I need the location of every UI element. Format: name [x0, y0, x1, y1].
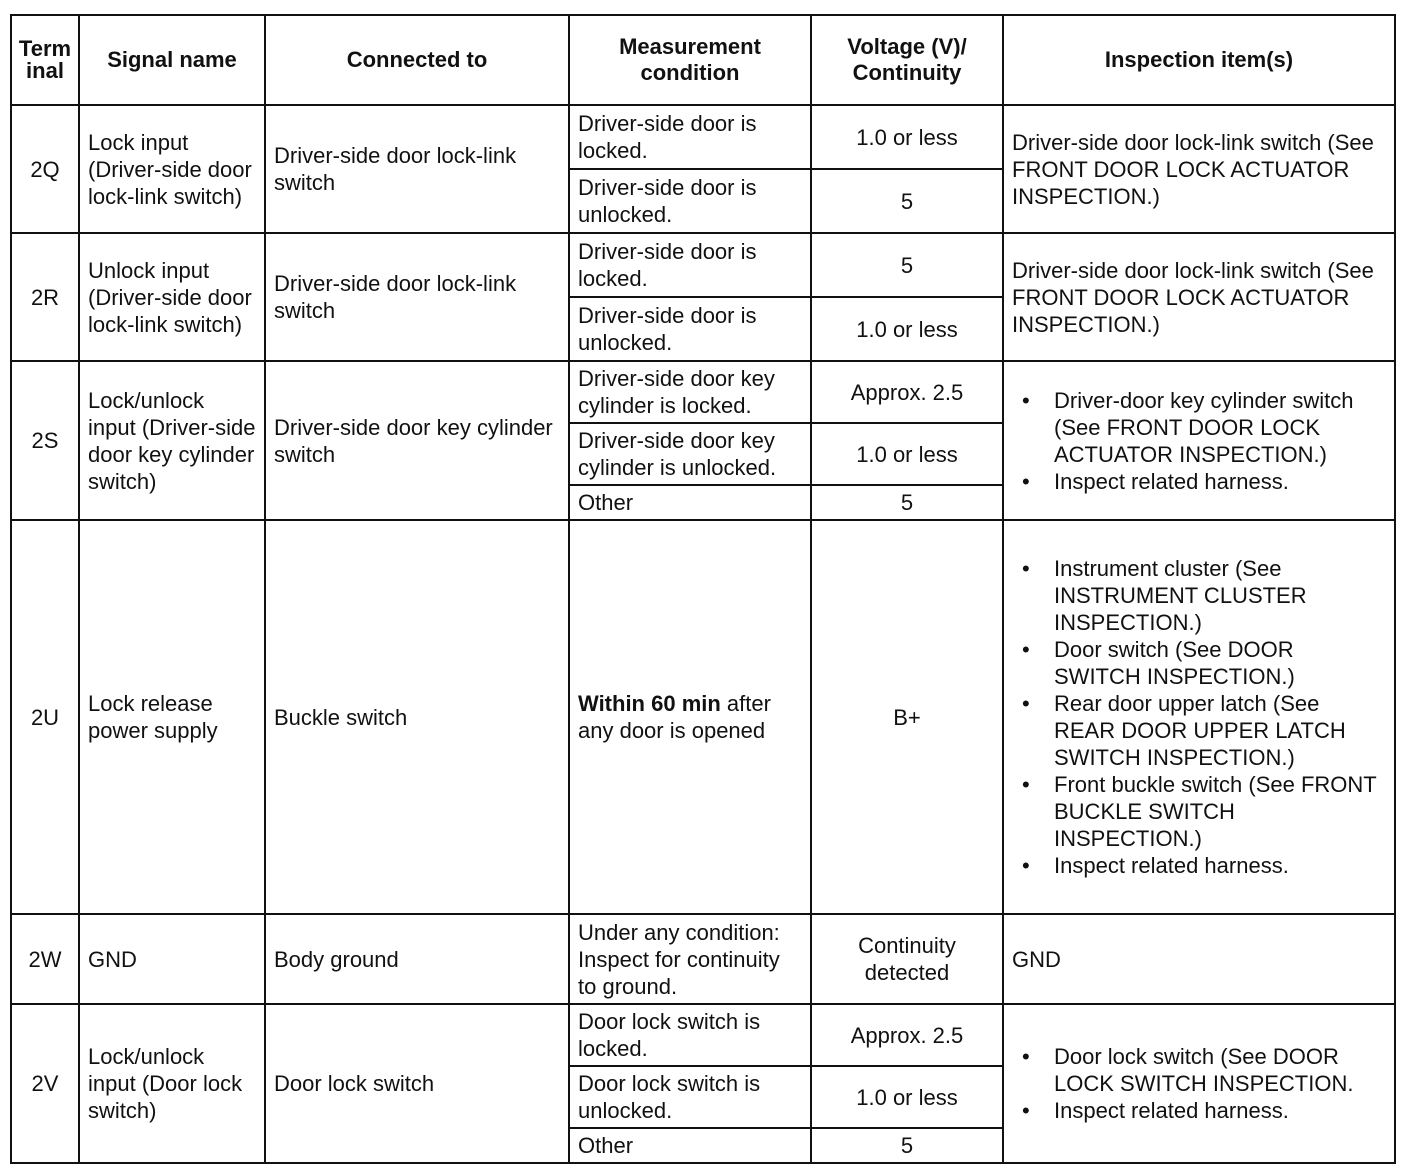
- condition-text: after any door is opened: [578, 691, 771, 743]
- condition-cell: Under any condition: Inspect for continuity to ground.: [569, 914, 811, 1004]
- table-row-2u: [11, 520, 1395, 914]
- header-inspection: Inspection item(s): [1003, 15, 1395, 105]
- signal-name-cell: Lock release power supply: [79, 520, 265, 914]
- header-signal-name: Signal name: [79, 15, 265, 105]
- header-terminal: Terminal: [11, 15, 79, 105]
- header-measurement-condition: Measurement condition: [569, 15, 811, 105]
- signal-name-cell: Unlock input (Driver-side door lock-link switch): [79, 233, 265, 361]
- inspection-cell: Driver-side door lock-link switch (See FRONT DOOR LOCK ACTUATOR INSPECTION.): [1003, 233, 1395, 361]
- voltage-cell: 5: [811, 233, 1003, 297]
- terminal-cell: 2U: [11, 520, 79, 914]
- voltage-cell: 5: [811, 485, 1003, 520]
- inspection-cell: [1003, 520, 1395, 914]
- condition-cell: Door lock switch is unlocked.: [569, 1066, 811, 1128]
- connected-to-cell: Buckle switch: [265, 520, 569, 914]
- list-item: • Inspect related harness.: [1054, 468, 1386, 495]
- condition-cell: Driver-side door key cylinder is locked.: [569, 361, 811, 423]
- list-item: • Front buckle switch (See FRONT BUCKLE SWITCH INSPECTION.): [1054, 771, 1386, 852]
- terminal-voltage-table: [10, 14, 1396, 1164]
- table-row-2v: [11, 1004, 1395, 1066]
- inspection-cell: [1003, 361, 1395, 520]
- voltage-cell: 1.0 or less: [811, 105, 1003, 169]
- voltage-cell: Approx. 2.5: [811, 361, 1003, 423]
- inspection-list: [1012, 1043, 1386, 1124]
- terminal-cell: 2W: [11, 914, 79, 1004]
- header-voltage: Voltage (V)/ Continuity: [811, 15, 1003, 105]
- voltage-cell: Continuity detected: [811, 914, 1003, 1004]
- voltage-cell: 1.0 or less: [811, 297, 1003, 361]
- list-item: • Inspect related harness.: [1054, 852, 1386, 879]
- header-row: [11, 15, 1395, 105]
- condition-cell: Driver-side door is locked.: [569, 233, 811, 297]
- condition-cell: Other: [569, 1128, 811, 1163]
- list-item: • Instrument cluster (See INSTRUMENT CLUSTER INSPECTION.): [1054, 555, 1386, 636]
- condition-cell: Driver-side door key cylinder is unlocked.: [569, 423, 811, 485]
- voltage-cell: Approx. 2.5: [811, 1004, 1003, 1066]
- voltage-cell: 5: [811, 169, 1003, 233]
- signal-name-cell: Lock input (Driver-side door lock-link switch): [79, 105, 265, 233]
- connected-to-cell: Driver-side door key cylinder switch: [265, 361, 569, 520]
- table-row-2s: [11, 361, 1395, 423]
- condition-emphasis: Within 60 min: [578, 691, 721, 716]
- voltage-cell: 1.0 or less: [811, 423, 1003, 485]
- inspection-cell: Driver-side door lock-link switch (See FRONT DOOR LOCK ACTUATOR INSPECTION.): [1003, 105, 1395, 233]
- terminal-cell: 2Q: [11, 105, 79, 233]
- terminal-inspection-sheet: [10, 14, 1394, 1164]
- condition-cell: Door lock switch is locked.: [569, 1004, 811, 1066]
- terminal-cell: 2V: [11, 1004, 79, 1163]
- connected-to-cell: Driver-side door lock-link switch: [265, 105, 569, 233]
- connected-to-cell: Driver-side door lock-link switch: [265, 233, 569, 361]
- table-row-2w: [11, 914, 1395, 1004]
- list-item: • Inspect related harness.: [1054, 1097, 1386, 1124]
- inspection-cell: [1003, 1004, 1395, 1163]
- table-row-2q: [11, 105, 1395, 169]
- list-item: • Door switch (See DOOR SWITCH INSPECTION.): [1054, 636, 1386, 690]
- terminal-cell: 2R: [11, 233, 79, 361]
- inspection-cell: GND: [1003, 914, 1395, 1004]
- list-item: • Driver-door key cylinder switch (See FRONT DOOR LOCK ACTUATOR INSPECTION.): [1054, 387, 1386, 468]
- condition-cell: [569, 520, 811, 914]
- connected-to-cell: Door lock switch: [265, 1004, 569, 1163]
- condition-cell: Other: [569, 485, 811, 520]
- condition-cell: Driver-side door is locked.: [569, 105, 811, 169]
- voltage-cell: B+: [811, 520, 1003, 914]
- list-item: • Rear door upper latch (See REAR DOOR UPPER LATCH SWITCH INSPECTION.): [1054, 690, 1386, 771]
- condition-cell: Driver-side door is unlocked.: [569, 169, 811, 233]
- voltage-cell: 1.0 or less: [811, 1066, 1003, 1128]
- list-item: • Door lock switch (See DOOR LOCK SWITCH INSPECTION.: [1054, 1043, 1386, 1097]
- header-connected-to: Connected to: [265, 15, 569, 105]
- signal-name-cell: GND: [79, 914, 265, 1004]
- connected-to-cell: Body ground: [265, 914, 569, 1004]
- terminal-cell: 2S: [11, 361, 79, 520]
- signal-name-cell: Lock/unlock input (Door lock switch): [79, 1004, 265, 1163]
- inspection-list: [1012, 387, 1386, 495]
- inspection-list: [1012, 555, 1386, 879]
- condition-cell: Driver-side door is unlocked.: [569, 297, 811, 361]
- table-row-2r: [11, 233, 1395, 297]
- signal-name-cell: Lock/unlock input (Driver-side door key cylinder switch): [79, 361, 265, 520]
- voltage-cell: 5: [811, 1128, 1003, 1163]
